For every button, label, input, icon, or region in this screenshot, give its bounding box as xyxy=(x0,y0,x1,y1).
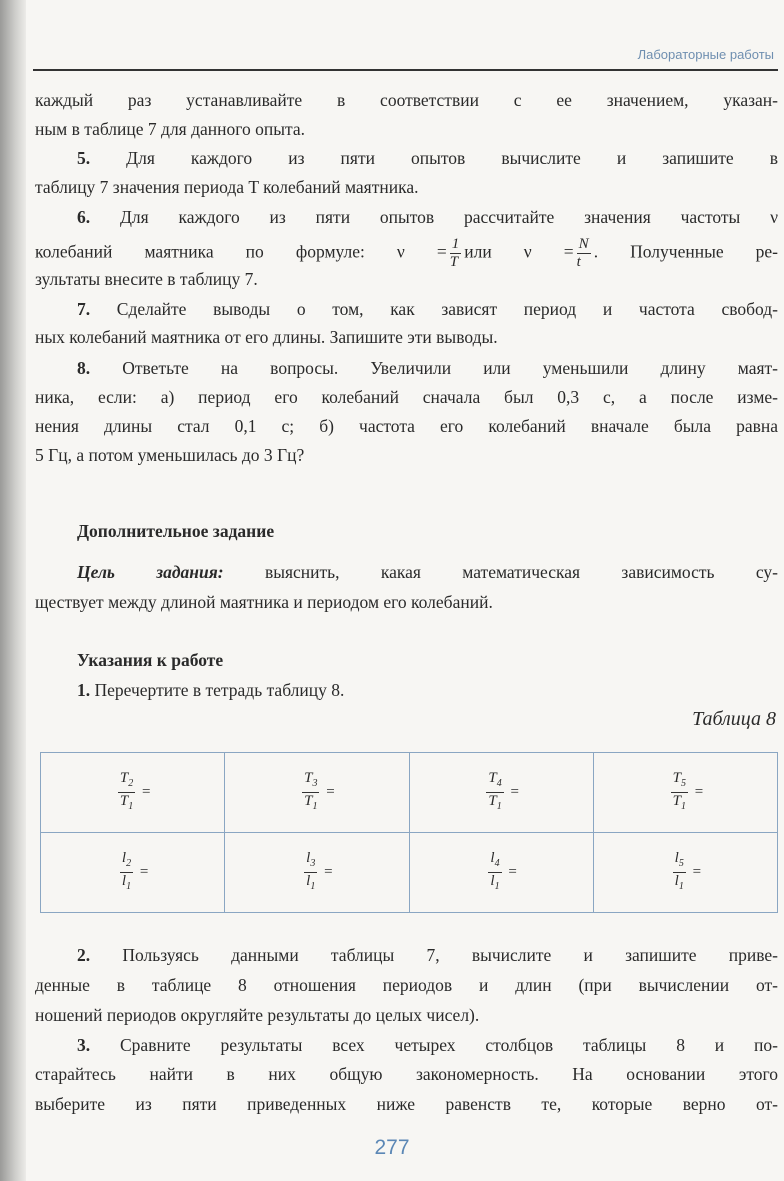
table-cell xyxy=(409,753,593,833)
step-2 xyxy=(35,944,778,966)
fraction: $\frac{1}{T}$ xyxy=(449,236,460,270)
table-cell xyxy=(409,833,593,913)
text-line: выяснить, какая математическая зависимость су- xyxy=(264,562,778,582)
text-line: ника, если: а) период его колебаний сначала был 0,3 с, а после изме- xyxy=(35,387,778,407)
equals: = xyxy=(326,783,335,800)
formula-line xyxy=(35,236,778,271)
text-line: зультаты внесите в таблицу 7. xyxy=(35,269,258,289)
text-line: нения длины стал 0,1 с; б) частота его колебаний вначале была равна xyxy=(35,416,778,436)
table-cell xyxy=(593,833,777,913)
goal-label: Цель задания: xyxy=(77,562,224,582)
table-cell xyxy=(225,753,409,833)
text-line: ношений периодов округляйте результаты до целых чисел). xyxy=(35,1005,480,1025)
ratio: $\frac{T_4}{T_1}$ xyxy=(488,770,502,812)
text-line: Для каждого из пяти опытов рассчитайте значения частоты ν xyxy=(119,207,779,227)
table-cell xyxy=(225,833,409,913)
step-number: 2. xyxy=(77,945,91,965)
equals: = xyxy=(508,863,517,880)
text-line: ных колебаний маятника от его длины. Запишите эти выводы. xyxy=(35,327,498,347)
equals: = xyxy=(139,863,149,880)
text-line: старайтесь найти в них общую закономерность. На основании этого xyxy=(35,1064,778,1084)
ratio: $\frac{l_5}{l_1}$ xyxy=(674,850,684,892)
ratio: $\frac{T_5}{T_1}$ xyxy=(672,770,686,812)
step-6 xyxy=(35,206,778,228)
text-line: Пользуясь данными таблицы 7, вычислите и запишите приве- xyxy=(122,945,779,965)
text-line: Для каждого из пяти опытов вычислите и запишите в xyxy=(126,148,778,168)
text: или ν = xyxy=(464,241,574,262)
page-number: 277 xyxy=(374,1136,410,1159)
ratio: $\frac{T_2}{T_1}$ xyxy=(119,770,134,812)
table-caption: Таблица 8 xyxy=(692,708,776,730)
step-number: 8. xyxy=(77,358,91,378)
text-line: Сравните результаты всех четырех столбцов таблицы 8 и по- xyxy=(120,1035,778,1055)
equals: = xyxy=(692,863,702,880)
step-1 xyxy=(35,679,778,701)
table-cell xyxy=(593,753,777,833)
table-cell xyxy=(41,753,225,833)
text-line: Перечертите в тетрадь таблицу 8. xyxy=(94,680,345,700)
equals: = xyxy=(694,783,704,800)
equals: = xyxy=(141,783,151,800)
step-number: 6. xyxy=(77,207,91,227)
step-number: 5. xyxy=(77,148,91,168)
ratio: $\frac{l_3}{l_1}$ xyxy=(306,850,316,892)
page-edge xyxy=(0,0,26,1181)
ratio: $\frac{l_4}{l_1}$ xyxy=(490,850,500,892)
ratio: $\frac{T_3}{T_1}$ xyxy=(304,770,318,812)
step-7 xyxy=(35,298,778,320)
text-line: таблицу 7 значения периода T колебаний маятника. xyxy=(35,177,419,197)
fraction: $\frac{N}{t}$ xyxy=(576,236,589,270)
text-line: ществует между длиной маятника и периодом его колебаний. xyxy=(35,592,493,612)
table-8 xyxy=(40,752,778,913)
step-5 xyxy=(35,147,778,169)
goal xyxy=(35,561,778,583)
text-line: 5 Гц, а потом уменьшилась до 3 Гц? xyxy=(35,445,305,465)
table-cell xyxy=(41,833,225,913)
section-title: Дополнительное задание xyxy=(77,521,275,541)
text-line: ным в таблице 7 для данного опыта. xyxy=(35,119,305,139)
equals: = xyxy=(510,783,519,800)
text-line: Ответьте на вопросы. Увеличили или уменьшили длину маят- xyxy=(122,358,778,378)
step-number: 7. xyxy=(77,299,91,319)
step-number: 3. xyxy=(77,1035,91,1055)
text: колебаний маятника по формуле: ν = xyxy=(35,241,447,262)
section-title: Указания к работе xyxy=(77,650,224,670)
ratio: $\frac{l_2}{l_1}$ xyxy=(121,850,132,892)
step-number: 1. xyxy=(77,680,91,700)
text-line: денные в таблице 8 отношения периодов и длин (при вычислении от- xyxy=(35,975,778,995)
running-header: Лабораторные работы xyxy=(637,47,774,62)
step-8 xyxy=(35,357,778,379)
text: . Полученные ре- xyxy=(593,241,779,262)
equals: = xyxy=(324,863,333,880)
step-3 xyxy=(35,1034,778,1056)
header-rule xyxy=(33,69,778,71)
text-line: Сделайте выводы о том, как зависят период и частота свобод- xyxy=(116,299,779,319)
text-line: каждый раз устанавливайте в соответствии с ее значением, указан- xyxy=(35,90,778,110)
text-line: выберите из пяти приведенных ниже равенств те, которые верно от- xyxy=(35,1094,778,1114)
